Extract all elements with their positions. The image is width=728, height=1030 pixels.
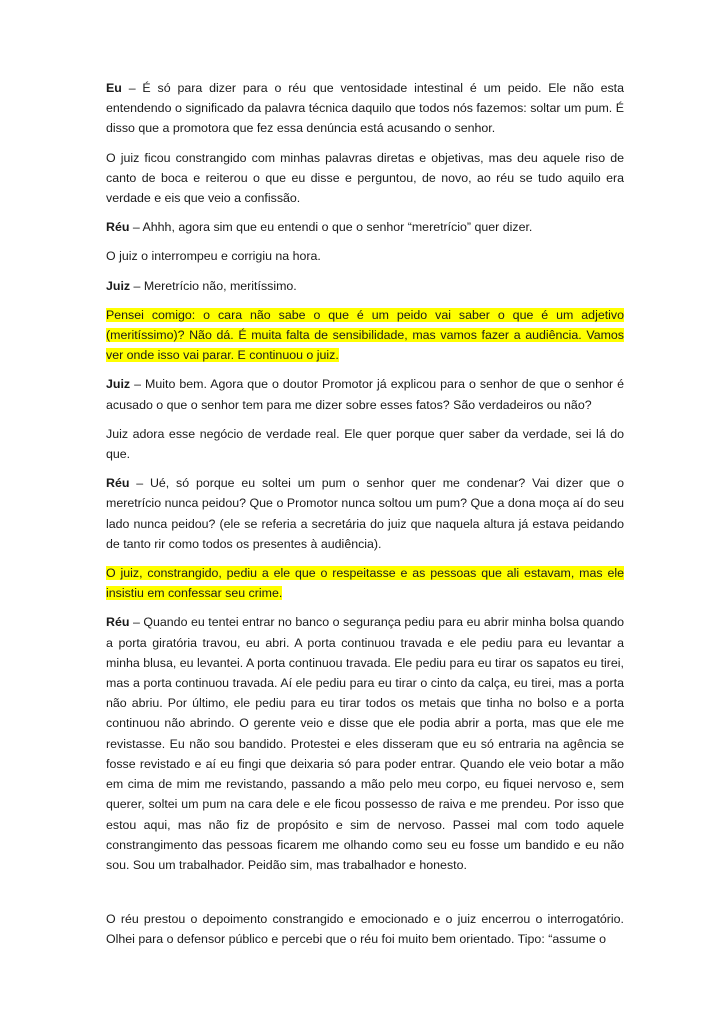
highlighted-text: O juiz, constrangido, pediu a ele que o respeitasse e as pessoas que ali estavam, mas ele insistiu em confessar seu crime. [106, 566, 624, 601]
paragraph-juiz-dialogue [106, 374, 624, 414]
paragraph-narration [106, 148, 624, 209]
paragraph-text: O juiz o interrompeu e corrigiu na hora. [106, 249, 321, 264]
paragraph-text: – Quando eu tentei entrar no banco o segurança pediu para eu abrir minha bolsa quando a porta giratória travou, eu abri. A porta continuou travada e ele pediu para eu levantar a minha blusa, eu levantei. A porta continuou travada. Ele pediu para eu tirar os sapatos eu tirei, mas a porta continuou travada. Aí ele pediu para eu tirar o cinto da calça, eu tirei, mas a porta não abriu. Por último, ele pediu para eu tirar todos os metais que tinha no bolso e a porta continuou não abrindo. O gerente veio e disse que ele podia abrir a porta, mas que ele me revistasse. Eu não sou bandido. Protestei e eles disseram que eu só entraria na agência se fosse revistado e aí eu fingi que deixaria só para poder entrar. Quando ele veio botar a mão em cima de mim me revistando, passando a mão pelo meu corpo, eu fiquei nervoso e, sem querer, soltei um pum na cara dele e ele ficou possesso de raiva e me prendeu. Por isso que estou aqui, mas não fiz de propósito e sim de nervoso. Passei mal com todo aquele constrangimento das pessoas ficarem me olhando como seu eu fosse um bandido e eu não sou. Sou um trabalhador. Peidão sim, mas trabalhador e honesto. [106, 615, 624, 872]
speaker-label: Réu [106, 476, 130, 491]
paragraph-text: – Ahhh, agora sim que eu entendi o que o senhor “meretrício” quer dizer. [129, 220, 533, 235]
paragraph-text: O réu prestou o depoimento constrangido e emocionado e o juiz encerrou o interrogatório. Olhei para o defensor público e percebi que o réu foi muito bem orientado. Tipo: “assume o [106, 912, 624, 947]
paragraph-reu-dialogue [106, 473, 624, 554]
paragraph-eu-explanation [106, 78, 624, 139]
speaker-label: Juiz [106, 377, 131, 392]
paragraph-highlighted [106, 305, 624, 366]
paragraph-text: – Meretrício não, meritíssimo. [130, 278, 297, 293]
paragraph-text: – É só para dizer para o réu que ventosidade intestinal é um peido. Ele não esta entendendo o significado da palavra técnica daquilo que todos nós fazemos: soltar um pum. É disso que a promotora que fez essa denúncia está acusando o senhor. [106, 81, 624, 136]
speaker-label: Eu [106, 81, 122, 95]
paragraph-reu-dialogue [106, 217, 624, 237]
paragraph-highlighted [106, 563, 624, 603]
paragraph-reu-dialogue [106, 612, 624, 875]
highlighted-text: Pensei comigo: o cara não sabe o que é um peido vai saber o que é um adjetivo (meritíssimo)? Não dá. É muita falta de sensibilidade, mas vamos fazer a audiência. Vamos ver onde isso vai parar. E continuou o juiz. [106, 307, 624, 363]
paragraph-juiz-dialogue [106, 276, 624, 296]
speaker-label: Réu [106, 220, 130, 235]
paragraph-narration [106, 424, 624, 464]
speaker-label: Réu [106, 615, 130, 630]
paragraph-text: – Ué, só porque eu soltei um pum o senhor quer me condenar? Vai dizer que o meretrício nunca peidou? Que o Promotor nunca soltou um pum? Que a dona moça aí do seu lado nunca peidou? (ele se referia a secretária do juiz que naquela altura já estava peidando de tanto rir como todos os presentes à audiência). [106, 476, 624, 551]
speaker-label: Juiz [106, 278, 131, 293]
paragraph-text: O juiz ficou constrangido com minhas palavras diretas e objetivas, mas deu aquele riso de canto de boca e reiterou o que eu disse e perguntou, de novo, ao réu se tudo aquilo era verdade e eis que veio a confissão. [106, 150, 624, 206]
paragraph-text: – Muito bem. Agora que o doutor Promotor já explicou para o senhor de que o senhor é acusado o que o senhor tem para me dizer sobre esses fatos? São verdadeiros ou não? [106, 377, 624, 412]
paragraph-narration [106, 246, 624, 266]
paragraph-narration [106, 909, 624, 949]
paragraph-text: Juiz adora esse negócio de verdade real. Ele quer porque quer saber da verdade, sei lá do que. [106, 426, 624, 462]
